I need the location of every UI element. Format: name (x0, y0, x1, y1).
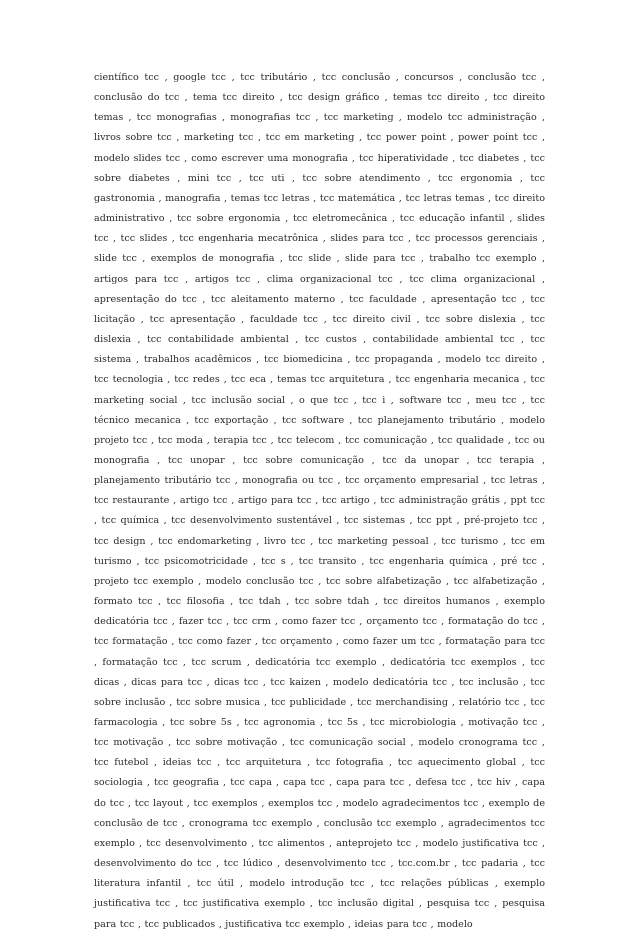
keyword-paragraph: científico tcc , google tcc , tcc tributário , tcc conclusão , concursos , conclusão tcc , conclusão do tcc , tema tcc direito , tcc design gráfico , temas tcc direito , tcc direito temas , tcc monografias , monografias tcc , tcc marketing , modelo tcc administração , livros sobre tcc , marketing tcc , tcc em marketing , tcc power point , power point tcc , modelo slides tcc , como escrever uma monografia , tcc hiperatividade , tcc diabetes , tcc sobre diabetes , mini tcc , tcc uti , tcc sobre atendimento , tcc ergonomia , tcc gastronomia , manografia , temas tcc letras , tcc matemática , tcc letras temas , tcc direito administrativo , tcc sobre ergonomia , tcc eletromecânica , tcc educação infantil , slides tcc , tcc slides , tcc engenharia mecatrônica , slides para tcc , tcc processos gerenciais , slide tcc , exemplos de monografia , tcc slide , slide para tcc , trabalho tcc exemplo , artigos para tcc , artigos tcc , clima organizacional tcc , tcc clima organizacional , apresentação do tcc , tcc aleitamento materno , tcc faculdade , apresentação tcc , tcc licitação , tcc apresentação , faculdade tcc , tcc direito civil , tcc sobre dislexia , tcc dislexia , tcc contabilidade ambiental , tcc custos , contabilidade ambiental tcc , tcc sistema , trabalhos acadêmicos , tcc biomedicina , tcc propaganda , modelo tcc direito , tcc tecnologia , tcc redes , tcc eca , temas tcc arquitetura , tcc engenharia mecanica , tcc marketing social , tcc inclusão social , o que tcc , tcc i , software tcc , meu tcc , tcc técnico mecanica , tcc exportação , tcc software , tcc planejamento tributário , modelo projeto tcc , tcc moda , terapia tcc , tcc telecom , tcc comunicação , tcc qualidade , tcc ou monografia , tcc unopar , tcc sobre comunicação , tcc da unopar , tcc terapia , planejamento tributário tcc , monografia ou tcc , tcc orçamento empresarial , tcc letras , tcc restaurante , artigo tcc , artigo para tcc , tcc artigo , tcc administração grátis , ppt tcc , tcc química , tcc desenvolvimento sustentável , tcc sistemas , tcc ppt , pré-projeto tcc , tcc design , tcc endomarketing , livro tcc , tcc marketing pessoal , tcc turismo , tcc em turismo , tcc psicomotricidade , tcc s , tcc transito , tcc engenharia química , pré tcc , projeto tcc exemplo , modelo conclusão tcc , tcc sobre alfabetização , tcc alfabetização , formato tcc , tcc filosofia , tcc tdah , tcc sobre tdah , tcc direitos humanos , exemplo dedicatória tcc , fazer tcc , tcc crm , como fazer tcc , orçamento tcc , formatação do tcc , tcc formatação , tcc como fazer , tcc orçamento , como fazer um tcc , formatação para tcc , formatação tcc , tcc scrum , dedicatória tcc exemplo , dedicatória tcc exemplos , tcc dicas , dicas para tcc , dicas tcc , tcc kaizen , modelo dedicatória tcc , tcc inclusão , tcc sobre inclusão , tcc sobre musica , tcc publicidade , tcc merchandising , relatório tcc , tcc farmacologia , tcc sobre 5s , tcc agronomia , tcc 5s , tcc microbiologia , motivação tcc , tcc motivação , tcc sobre motivação , tcc comunicação social , modelo cronograma tcc , tcc futebol , ideias tcc , tcc arquitetura , tcc fotografia , tcc aquecimento global , tcc sociologia , tcc geografia , tcc capa , capa tcc , capa para tcc , defesa tcc , tcc hiv , capa do tcc , tcc layout , tcc exemplos , exemplos tcc , modelo agradecimentos tcc , exemplo de conclusão de tcc , cronograma tcc exemplo , conclusão tcc exemplo , agradecimentos tcc exemplo , tcc desenvolvimento , tcc alimentos , anteprojeto tcc , modelo justificativa tcc , desenvolvimento do tcc , tcc lúdico , desenvolvimento tcc , tcc.com.br , tcc padaria , tcc literatura infantil , tcc útil , modelo introdução tcc , tcc relações públicas , exemplo justificativa tcc , tcc justificativa exemplo , tcc inclusão digital , pesquisa tcc , pesquisa para tcc , tcc publicados , justificativa tcc exemplo , ideias para tcc , modelo (94, 72, 545, 930)
